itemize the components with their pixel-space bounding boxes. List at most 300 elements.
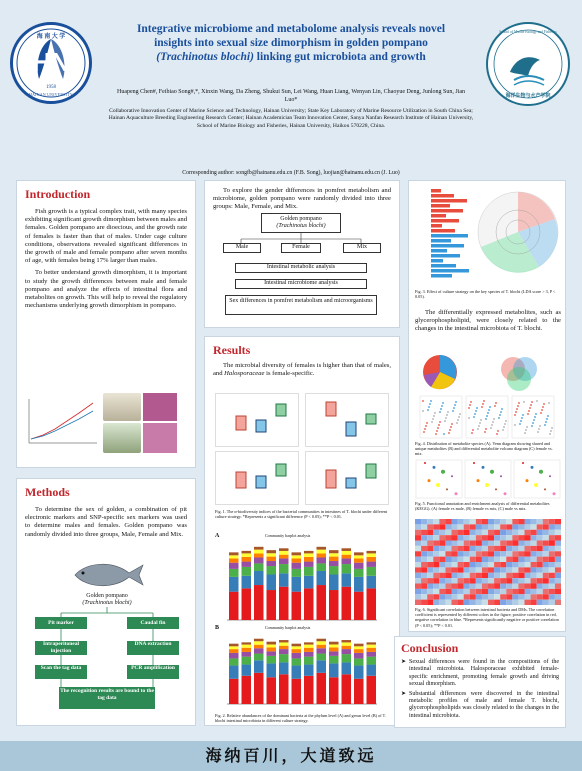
stack-segment	[229, 558, 239, 562]
stack-segment	[254, 654, 264, 661]
volcano-point	[448, 432, 450, 434]
heatmap-cell	[531, 600, 537, 605]
stack-segment	[329, 642, 339, 645]
heatmap-cell	[549, 567, 555, 572]
conclusion-bullet-2-text: Substantial differences were discovered in the intestinal metabolic profiles of male and female T. blochi, glycerophospholipids was closely related to the changes in the intestinal microbiota.	[409, 690, 559, 719]
heatmap-cell	[494, 562, 500, 567]
stack-segment	[317, 648, 327, 653]
volcano-point	[427, 409, 429, 411]
heatmap-cell	[518, 535, 524, 540]
heatmap-cell	[500, 600, 506, 605]
heatmap-cell	[518, 573, 524, 578]
heatmap-cell	[458, 562, 464, 567]
step-sex-differences: Sex differences in pomfret metabolism and microorganisms	[225, 295, 377, 315]
volcano-point	[523, 401, 525, 403]
heatmap-cell	[525, 589, 531, 594]
results-text-italic: Halosporaceae	[224, 370, 265, 378]
stack-segment	[242, 657, 252, 665]
volcano-point	[477, 428, 479, 430]
results-text-a: The microbial diversity of females is higher than that of males, and	[213, 362, 391, 378]
volcano-point	[433, 415, 435, 417]
stack-segment	[367, 551, 377, 554]
heatmap-cell	[525, 524, 531, 529]
panel-label-a: A	[215, 533, 220, 539]
stack-segment	[229, 577, 239, 592]
methods-panel	[16, 478, 196, 726]
stack-segment	[354, 563, 364, 569]
heatmap-cell	[494, 546, 500, 551]
volcano-point	[432, 418, 434, 420]
heatmap-cell	[488, 589, 494, 594]
heatmap-cell	[415, 567, 421, 572]
lda-bar	[431, 264, 456, 268]
heatmap-cell	[500, 594, 506, 599]
volcano-point	[452, 410, 454, 412]
volcano-point	[424, 428, 426, 430]
corresponding-author: Corresponding author: songfb@hainanu.edu.cn (F.B. Song), luojian@hainanu.edu.cn (J. Luo)	[182, 170, 400, 176]
heatmap-cell	[488, 530, 494, 535]
heatmap-cell	[433, 519, 439, 524]
fish-photo-2	[103, 423, 141, 453]
heatmap-cell	[445, 541, 451, 546]
heatmap-cell	[531, 567, 537, 572]
heatmap-cell	[506, 562, 512, 567]
stack-segment	[254, 547, 264, 550]
volcano-point	[459, 413, 461, 415]
heatmap-cell	[488, 562, 494, 567]
heatmap-cell	[433, 567, 439, 572]
stack-segment	[367, 562, 377, 567]
heatmap-cell	[512, 584, 518, 589]
alpha-diversity-plot-2	[305, 393, 389, 447]
kegg-point	[446, 488, 448, 490]
heatmap-cell	[421, 573, 427, 578]
stack-segment	[354, 592, 364, 620]
heatmap-cell	[452, 578, 458, 583]
stack-segment	[317, 563, 327, 571]
heatmap-cell	[537, 573, 543, 578]
stack-segment	[267, 677, 277, 704]
heatmap-cell	[433, 578, 439, 583]
fig6-caption: Fig. 6. Significant correlation between intestinal bacteria and DMs. The correlation coefficient is represented by different colors in the figure; positive correlation in red, negative correlation in blue. *Represents significantly negative or positive correlation (P < 0.05); **P < 0.01.	[415, 607, 559, 628]
volcano-point	[478, 425, 480, 427]
kegg-point	[428, 479, 431, 482]
heatmap-cell	[415, 541, 421, 546]
stack-segment	[304, 642, 314, 644]
lda-bar	[431, 189, 441, 193]
stack-segment	[354, 679, 364, 704]
volcano-point	[479, 422, 481, 424]
stack-segment	[342, 674, 352, 704]
heatmap-cell	[470, 594, 476, 599]
heatmap-cell	[433, 530, 439, 535]
heatmap-cell	[543, 535, 549, 540]
heatmap-cell	[433, 541, 439, 546]
heatmap-cell	[445, 524, 451, 529]
heatmap-cell	[512, 600, 518, 605]
stack-segment	[317, 645, 327, 649]
heatmap-cell	[427, 584, 433, 589]
heatmap-cell	[543, 551, 549, 556]
heatmap-cell	[464, 535, 470, 540]
barplot-a-title: Community barplot analysis	[265, 533, 311, 538]
heatmap-cell	[445, 567, 451, 572]
method-step-injection: Intraperitoneal injection	[35, 641, 87, 655]
heatmap-cell	[506, 567, 512, 572]
heatmap-cell	[421, 578, 427, 583]
heatmap-cell	[555, 600, 561, 605]
heatmap-cell	[458, 557, 464, 562]
heatmap-cell	[549, 524, 555, 529]
heatmap-cell	[464, 530, 470, 535]
stack-segment	[317, 641, 327, 644]
volcano-point	[499, 414, 501, 416]
stack-segment	[354, 658, 364, 665]
stack-segment	[367, 645, 377, 648]
metabolite-text: The differentially expressed metabolites, such as glycerophospholipid, were closely related to the changes in the intestinal microbiota of T. blochi.	[415, 309, 561, 333]
stack-segment	[267, 590, 277, 620]
stack-segment	[329, 644, 339, 647]
volcano-point	[430, 400, 432, 402]
heatmap-cell	[488, 551, 494, 556]
heatmap-cell	[518, 551, 524, 556]
volcano-point	[422, 400, 424, 402]
heatmap-cell	[488, 546, 494, 551]
heatmap-cell	[464, 578, 470, 583]
stack-segment	[279, 558, 289, 564]
heatmap-cell	[506, 524, 512, 529]
stack-segment	[267, 553, 277, 556]
heatmap-cell	[537, 541, 543, 546]
kegg-point	[539, 470, 543, 474]
heatmap-cell	[415, 594, 421, 599]
heatmap-cell	[439, 524, 445, 529]
logo-ring-text: HAINAN UNIVERSITY	[29, 93, 73, 97]
heatmap-cell	[525, 567, 531, 572]
stack-segment	[279, 674, 289, 704]
stack-segment	[317, 673, 327, 704]
stack-segment	[329, 656, 339, 664]
heatmap-cell	[512, 562, 518, 567]
stack-segment	[329, 651, 339, 655]
heatmap-cell	[506, 519, 512, 524]
volcano-point	[532, 422, 534, 424]
kegg-point	[544, 488, 546, 490]
alpha-diversity-plot-4	[305, 451, 389, 505]
stack-segment	[354, 646, 364, 649]
stack-segment	[354, 666, 364, 679]
heatmap-cell	[433, 546, 439, 551]
kegg-point	[526, 479, 529, 482]
title-line-2: insights into sexual size dimorphism in golden pompano	[154, 37, 428, 49]
heatmap-cell	[458, 551, 464, 556]
results-text-b: is female-specific.	[264, 370, 315, 378]
heatmap-cell	[439, 530, 445, 535]
heatmap-cell	[427, 541, 433, 546]
heatmap-cell	[525, 594, 531, 599]
heatmap-cell	[555, 584, 561, 589]
stack-segment	[367, 553, 377, 557]
step-metabolic-analysis: Intestinal metabolic analysis	[235, 263, 367, 273]
stack-segment	[254, 563, 264, 571]
heatmap-cell	[494, 589, 500, 594]
intro-paragraph-2: To better understand growth dimorphism, it is important to study the growth differences between male and female pompano and analyze the effects of intestinal flora and metabolites on growth. This will help to reveal the regulatory mechanisms underlying growth dimorphism in pompano.	[25, 269, 187, 310]
heatmap-cell	[452, 573, 458, 578]
volcano-point	[442, 402, 444, 404]
kegg-point	[534, 483, 538, 487]
fig1-caption: Fig. 1. The α-biodiversity indices of the bacterial communities in intestines of T. blochi under different culture strategy. *Represents a significant difference (P < 0.05); **P < 0.01.	[215, 509, 388, 520]
heatmap-cell	[537, 535, 543, 540]
heatmap-cell	[512, 530, 518, 535]
heatmap-cell	[506, 551, 512, 556]
volcano-point	[470, 401, 472, 403]
heatmap-cell	[482, 594, 488, 599]
heatmap-cell	[421, 546, 427, 551]
heatmap-cell	[427, 567, 433, 572]
heatmap-cell	[476, 524, 482, 529]
stack-segment	[342, 649, 352, 654]
heatmap-cell	[549, 530, 555, 535]
volcano-point	[485, 428, 487, 430]
stack-segment	[292, 649, 302, 653]
stack-segment	[229, 569, 239, 577]
heatmap-cell	[415, 546, 421, 551]
heatmap-cell	[506, 546, 512, 551]
heatmap-cell	[555, 551, 561, 556]
heatmap-cell	[525, 573, 531, 578]
heatmap-cell	[549, 584, 555, 589]
heatmap-cell	[458, 524, 464, 529]
volcano-point	[496, 433, 498, 435]
volcano-point	[454, 404, 456, 406]
heatmap-cell	[488, 519, 494, 524]
stack-segment	[254, 639, 264, 642]
heatmap-cell	[452, 541, 458, 546]
fish-photo-1	[103, 393, 141, 421]
step-microbiome-analysis: Intestinal microbiome analysis	[235, 279, 367, 289]
design-species-box	[261, 213, 341, 233]
stack-segment	[329, 663, 339, 677]
volcano-point	[451, 423, 453, 425]
volcano-point	[440, 408, 442, 410]
volcano-point	[447, 411, 449, 413]
heatmap-cell	[421, 524, 427, 529]
volcano-point	[533, 419, 535, 421]
lda-bar	[431, 259, 443, 263]
heatmap-cell	[427, 600, 433, 605]
introduction-panel	[16, 180, 196, 468]
heatmap-cell	[482, 567, 488, 572]
heatmap-cell	[476, 546, 482, 551]
stack-segment	[342, 640, 352, 642]
heatmap-cell	[537, 557, 543, 562]
heatmap-cell	[470, 567, 476, 572]
school-logo-ring: School of Marine Biology and Fisheries	[499, 30, 557, 34]
stack-segment	[367, 676, 377, 704]
heatmap-cell	[500, 557, 506, 562]
heatmap-cell	[506, 573, 512, 578]
method-step-caudal-fin: Caudal fin	[127, 617, 179, 629]
heatmap-cell	[512, 524, 518, 529]
heatmap-cell	[476, 584, 482, 589]
stack-segment	[254, 641, 264, 644]
heatmap-cell	[506, 535, 512, 540]
heatmap-cell	[531, 573, 537, 578]
heatmap-cell	[543, 567, 549, 572]
group-male-box: Male	[223, 243, 261, 253]
stack-segment	[342, 551, 352, 555]
volcano-point	[525, 429, 527, 431]
cladogram	[475, 189, 561, 275]
heatmap-cell	[470, 600, 476, 605]
heatmap-cell	[452, 567, 458, 572]
heatmap-cell	[415, 600, 421, 605]
heatmap-cell	[549, 546, 555, 551]
fig4-caption: Fig. 4. Distribution of metabolite species (A). Venn diagram showing shared and unique metabolites (B) and differential metabolite volcano diagram (C) female vs. mix.	[415, 441, 553, 457]
heatmap-cell	[415, 551, 421, 556]
stack-segment	[317, 547, 327, 550]
heatmap-cell	[482, 541, 488, 546]
volcano-point	[530, 404, 532, 406]
lda-bar	[431, 274, 452, 278]
heatmap-cell	[439, 594, 445, 599]
heatmap-cell	[518, 541, 524, 546]
heatmap-cell	[488, 524, 494, 529]
volcano-point	[538, 428, 540, 430]
volcano-point	[517, 405, 519, 407]
heatmap-cell	[512, 535, 518, 540]
heatmap-cell	[482, 519, 488, 524]
heatmap-cell	[470, 589, 476, 594]
heatmap-cell	[512, 557, 518, 562]
alpha-diversity-plot-3	[215, 451, 299, 505]
heatmap-cell	[445, 557, 451, 562]
heatmap-cell	[470, 541, 476, 546]
volcano-point	[472, 429, 474, 431]
heatmap-cell	[506, 600, 512, 605]
stack-segment	[292, 592, 302, 620]
stack-segment	[254, 571, 264, 585]
heatmap-cell	[421, 519, 427, 524]
stack-segment	[229, 658, 239, 665]
heatmap-cell	[555, 594, 561, 599]
heatmap-cell	[506, 584, 512, 589]
volcano-point	[468, 417, 470, 419]
heatmap-cell	[488, 600, 494, 605]
volcano-point	[492, 421, 494, 423]
volcano-point	[514, 424, 516, 426]
heatmap-cell	[464, 584, 470, 589]
heatmap-cell	[537, 530, 543, 535]
heatmap-cell	[470, 557, 476, 562]
heatmap-cell	[439, 600, 445, 605]
volcano-point	[547, 415, 549, 417]
heatmap-cell	[518, 589, 524, 594]
stack-segment	[292, 558, 302, 562]
stack-segment	[242, 551, 252, 554]
stack-segment	[279, 548, 289, 551]
heatmap-cell	[452, 546, 458, 551]
heatmap-cell	[482, 578, 488, 583]
heatmap-cell	[531, 530, 537, 535]
volcano-point	[493, 418, 495, 420]
results-title: Results	[213, 343, 251, 357]
heatmap-cell	[512, 567, 518, 572]
logo-top-text: 海 南 大 学	[36, 34, 66, 40]
heatmap-cell	[470, 524, 476, 529]
heatmap-cell	[549, 535, 555, 540]
volcano-point	[428, 406, 430, 408]
heatmap-cell	[421, 557, 427, 562]
heatmap-cell	[555, 573, 561, 578]
volcano-point	[529, 407, 531, 409]
heatmap-cell	[433, 557, 439, 562]
volcano-point	[469, 404, 471, 406]
stack-segment	[304, 645, 314, 648]
heatmap-cell	[464, 519, 470, 524]
stack-segment	[304, 648, 314, 652]
lda-bar	[431, 249, 447, 253]
heatmap-cell	[452, 551, 458, 556]
stack-segment	[342, 662, 352, 674]
heatmap-cell	[415, 535, 421, 540]
heatmap-cell	[464, 524, 470, 529]
volcano-point	[438, 424, 440, 426]
heatmap-cell	[458, 535, 464, 540]
heatmap-cell	[482, 535, 488, 540]
heatmap-cell	[531, 594, 537, 599]
heatmap-cell	[445, 530, 451, 535]
heatmap-cell	[433, 551, 439, 556]
volcano-point	[551, 427, 553, 429]
heatmap-cell	[482, 551, 488, 556]
heatmap-cell	[439, 519, 445, 524]
heatmap-cell	[445, 562, 451, 567]
heatmap-cell	[543, 594, 549, 599]
heatmap-cell	[415, 530, 421, 535]
heatmap-cell	[488, 584, 494, 589]
heatmap-cell	[525, 530, 531, 535]
stack-segment	[354, 653, 364, 659]
introduction-title: Introduction	[25, 187, 91, 201]
heatmap-cell	[525, 578, 531, 583]
kegg-point	[441, 470, 445, 474]
heatmap-cell	[427, 573, 433, 578]
heatmap-cell	[518, 578, 524, 583]
heatmap-cell	[531, 541, 537, 546]
heatmap-cell	[549, 600, 555, 605]
heatmap-cell	[415, 557, 421, 562]
heatmap-cell	[512, 546, 518, 551]
heatmap-cell	[458, 530, 464, 535]
stack-segment	[242, 645, 252, 648]
heatmap-cell	[555, 562, 561, 567]
heatmap-cell	[525, 557, 531, 562]
heatmap-cell	[494, 530, 500, 535]
heatmap-cell	[458, 573, 464, 578]
stack-segment	[367, 648, 377, 652]
heatmap-cell	[427, 594, 433, 599]
kegg-point	[549, 475, 551, 477]
stack-segment	[342, 558, 352, 564]
stack-segment	[242, 652, 252, 657]
heatmap-cell	[482, 562, 488, 567]
heatmap-cell	[464, 573, 470, 578]
volcano-point	[544, 424, 546, 426]
stack-segment	[254, 585, 264, 620]
stack-segment	[354, 569, 364, 577]
volcano-point	[485, 418, 487, 420]
